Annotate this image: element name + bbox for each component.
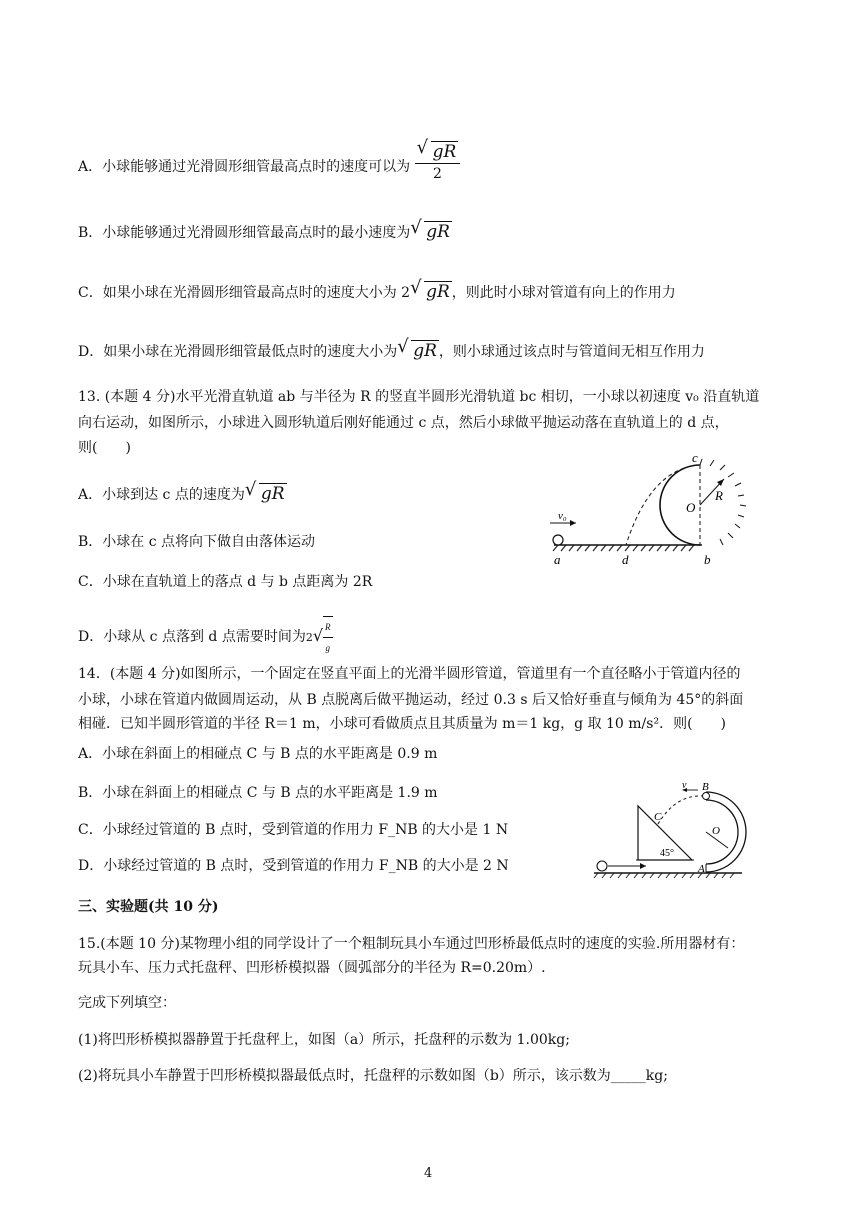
q15-stem-line1: 15.(本题 10 分)某物理小组的同学设计了一个粗制玩具小车通过凹形桥最低点时的速度的实验.所用器材有： <box>78 936 745 952</box>
q12-option-c-sqrt: gR <box>426 282 450 302</box>
q13-option-a: A．小球到达 c 点的速度为 √ gR <box>78 479 285 504</box>
q12-option-a-den: 2 <box>432 166 442 182</box>
q14-label-angle: 45° <box>660 848 674 859</box>
q14-label-a: A <box>698 863 705 875</box>
q13-option-d-pre: D．小球从 c 点落到 d 点需要时间为 <box>78 629 306 645</box>
section-heading: 三、实验题(共 10 分) <box>78 899 219 915</box>
q12-option-d-pre: D．如果小球在光滑圆形细管最低点时的速度大小为 <box>78 344 398 360</box>
q14-option-b: B．小球在斜面上的相碰点 C 与 B 点的水平距离是 1.9 m <box>78 785 438 801</box>
q14-label-o: O <box>712 825 720 837</box>
page-number: 4 <box>424 1166 433 1181</box>
q15-step1: (1)将凹形桥模拟器静置于托盘秤上，如图（a）所示，托盘秤的示数为 1.00kg; <box>78 1032 570 1048</box>
q13-label-v0: v₀ <box>558 510 567 522</box>
q13-track-hatch <box>700 459 746 545</box>
q12-option-c-post: ，则此时小球对管道有向上的作用力 <box>451 285 676 301</box>
q12-option-a-fraction: √ gR 2 <box>415 142 461 184</box>
q13-label-a: a <box>554 552 561 567</box>
q12-option-a <box>78 137 460 188</box>
q13-stem-line3: 则( ) <box>78 440 131 456</box>
q12-option-c: C．如果小球在光滑圆形细管最高点时的速度大小为 2 √ gR ，则此时小球对管道有向上的作用力 <box>78 277 676 302</box>
q15-step2: (2)将玩具小车静置于凹形桥模拟器最低点时，托盘秤的示数如图（b）所示，该示数为_____kg; <box>78 1068 668 1084</box>
q13-option-a-pre: A．小球到达 c 点的速度为 <box>78 487 245 503</box>
q13-label-r: R <box>715 488 723 503</box>
q14-stem-line1: 14．(本题 4 分)如图所示，一个固定在竖直平面上的光滑半圆形管道，管道里有一个直径略小于管道内径的 <box>78 666 741 682</box>
q13-figure <box>540 450 770 580</box>
q13-label-d: d <box>622 552 629 567</box>
q14-label-c: C <box>654 811 662 823</box>
q15-stem-line2: 玩具小车、压力式托盘秤、凹形桥模拟器（圆弧部分的半径为 R=0.20m）. <box>78 960 546 976</box>
q13-option-a-sqrt: gR <box>260 484 285 504</box>
q12-option-c-pre: C．如果小球在光滑圆形细管最高点时的速度大小为 2 <box>78 285 411 301</box>
q12-option-b: B．小球能够通过光滑圆形细管最高点时的最小速度为 √ gR <box>78 217 450 242</box>
q14-figure <box>590 780 760 884</box>
q14-label-b: B <box>702 781 709 793</box>
q13-option-d-coef: 2 <box>305 631 313 644</box>
q12-option-d-sqrt: gR <box>413 341 437 361</box>
q14-label-v: v <box>682 780 687 791</box>
q13-option-c: C．小球在直轨道上的落点 d 与 b 点距离为 2R <box>78 574 373 590</box>
q13-stem-line2: 向右运动，如图所示，小球进入圆形轨道后刚好能通过 c 点，然后小球做平抛运动落在直轨道上的 d 点， <box>78 415 729 431</box>
q12-option-d-post: ，则小球通过该点时与管道间无相互作用力 <box>438 344 705 360</box>
q14-option-d: D．小球经过管道的 B 点时，受到管道的作用力 F_NB 的大小是 2 N <box>78 858 509 874</box>
q13-label-c: c <box>692 450 698 465</box>
q12-option-b-sqrt: gR <box>426 222 450 242</box>
q12-option-a-sqrt: gR <box>432 142 457 162</box>
q13-label-o: O <box>686 500 696 515</box>
q13-option-d-fraction: $\frac{R}{g}$ <box>323 616 333 658</box>
q12-option-d: D．如果小球在光滑圆形细管最低点时的速度大小为 √ gR ，则小球通过该点时与管道间无相互作用力 <box>78 336 705 361</box>
q13-option-b: B．小球在 c 点将向下做自由落体运动 <box>78 534 316 550</box>
q14-option-a: A．小球在斜面上的相碰点 C 与 B 点的水平距离是 0.9 m <box>78 746 438 762</box>
q14-stem-line3: 相碰．已知半圆形管道的半径 R＝1 m，小球可看做质点且其质量为 m＝1 kg，g 取 10 m/s²．则( ) <box>78 716 726 732</box>
q13-option-d: D．小球从 c 点落到 d 点需要时间为2√ $\frac{R}{g}$ <box>78 616 333 658</box>
q12-option-b-text: B．小球能够通过光滑圆形细管最高点时的最小速度为 <box>78 225 411 241</box>
q15-prompt: 完成下列填空： <box>78 995 176 1011</box>
q13-label-b: b <box>704 552 711 567</box>
q14-option-c: C．小球经过管道的 B 点时，受到管道的作用力 F_NB 的大小是 1 N <box>78 822 509 838</box>
q14-stem-line2: 小球，小球在管道内做圆周运动，从 B 点脱离后做平抛运动，经过 0.3 s 后又恰好垂直与倾角为 45°的斜面 <box>78 692 744 708</box>
q12-option-a-text: A．小球能够通过光滑圆形细管最高点时的速度可以为 <box>78 159 411 175</box>
q13-stem-line1: 13. (本题 4 分)水平光滑直轨道 ab 与半径为 R 的竖直半圆形光滑轨道 bc 相切，一小球以初速度 v₀ 沿直轨道 <box>78 389 760 405</box>
